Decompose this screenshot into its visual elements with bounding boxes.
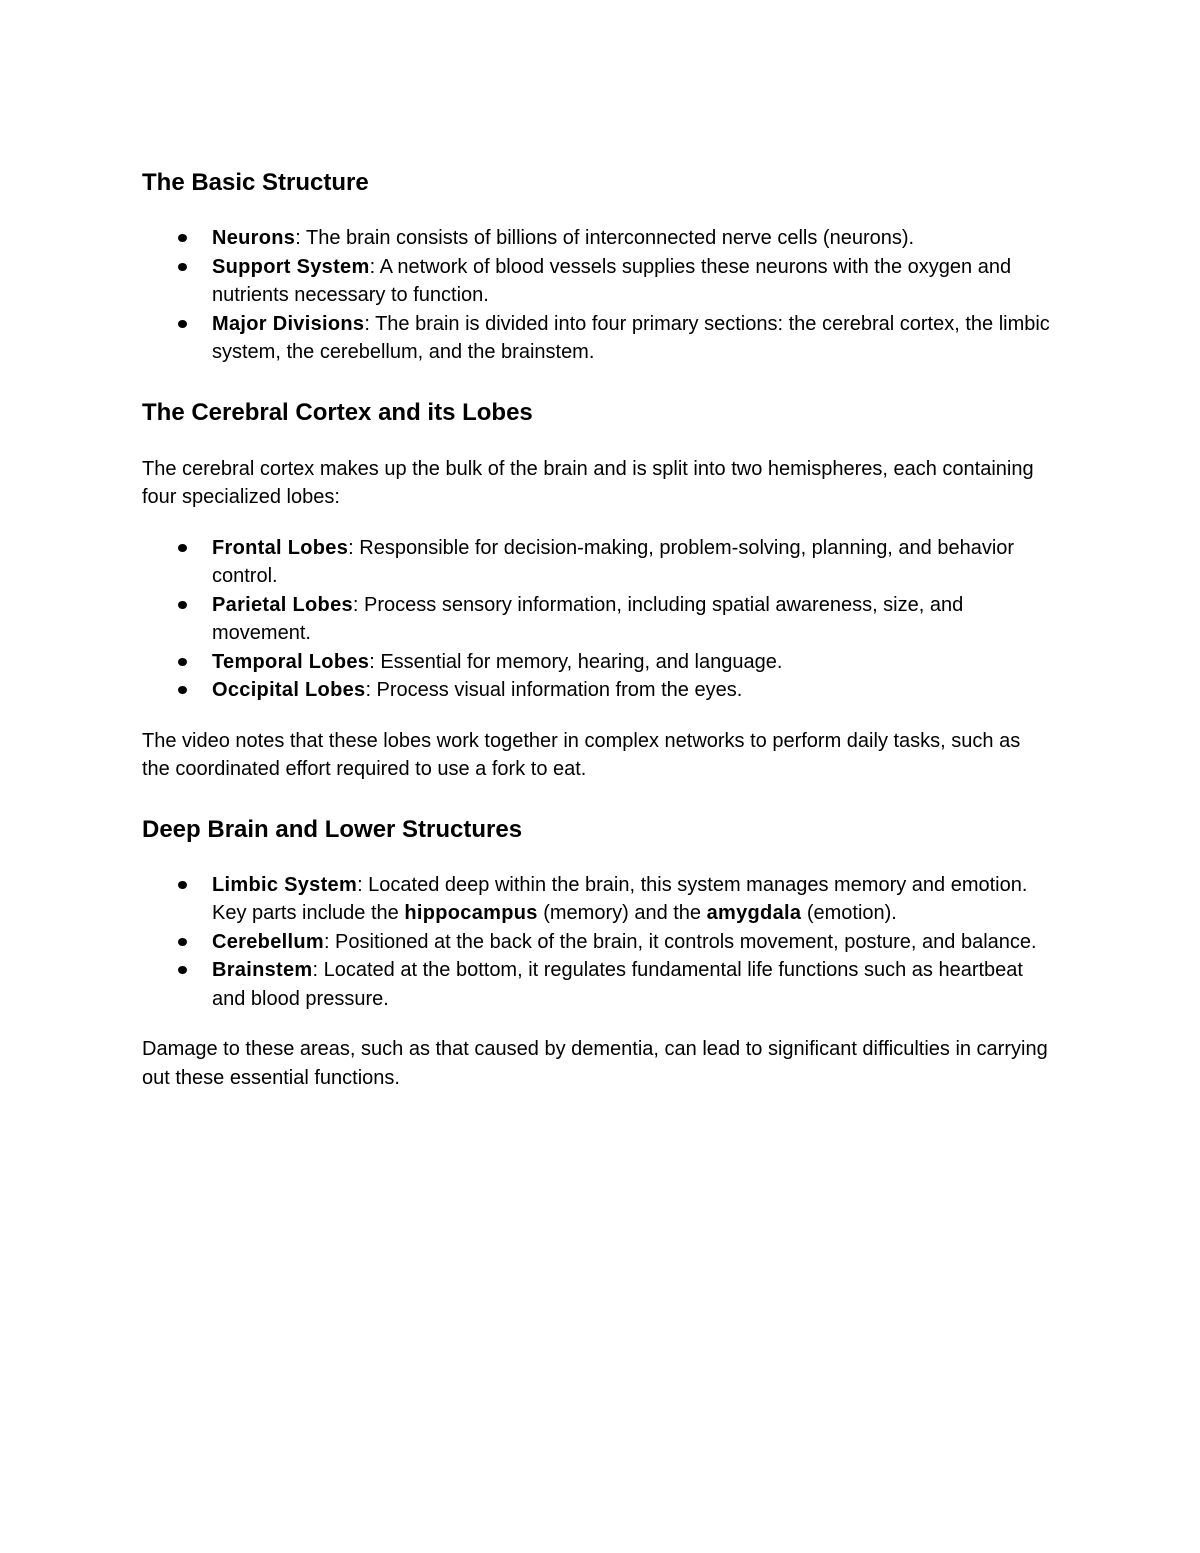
item-text: (emotion).	[801, 902, 897, 924]
term-amygdala: amygdala	[706, 902, 802, 924]
heading-deep-brain: Deep Brain and Lower Structures	[142, 815, 523, 843]
list-item	[212, 871, 1050, 928]
term-major-divisions: Major Divisions	[212, 312, 365, 335]
item-text: : Located at the bottom, it regulates fundamental life functions such as heartbeat and blood pressure.	[212, 959, 1023, 1010]
term-neurons: Neurons	[212, 227, 296, 249]
bullet-icon	[178, 544, 187, 552]
term-limbic-system: Limbic System	[212, 873, 358, 896]
basic-structure-list	[142, 224, 1050, 367]
bullet-icon	[178, 881, 187, 889]
term-parietal-lobes: Parietal Lobes	[212, 593, 353, 616]
cortex-note-paragraph: The video notes that these lobes work together in complex networks to perform daily tasks, such as the coordinated effort required to use a fork to eat.	[142, 729, 1021, 780]
term-brainstem: Brainstem	[212, 959, 313, 981]
item-text: : Essential for memory, hearing, and language.	[369, 650, 783, 673]
list-item	[212, 310, 1050, 367]
deep-structures-list	[142, 871, 1050, 1014]
item-text: : Responsible for decision-making, problem-solving, planning, and behavior control.	[212, 536, 1015, 587]
bullet-icon	[178, 938, 187, 946]
item-text: : The brain is divided into four primary sections: the cerebral cortex, the limbic system, the cerebellum, and the brainstem.	[212, 312, 1050, 363]
item-text: : Process sensory information, including spatial awareness, size, and movement.	[212, 593, 964, 644]
heading-cerebral-cortex: The Cerebral Cortex and its Lobes	[142, 398, 533, 426]
bullet-icon	[178, 263, 187, 271]
item-text: (memory) and the	[537, 902, 707, 924]
bullet-icon	[178, 658, 187, 666]
bullet-icon	[178, 320, 187, 328]
cortex-intro-paragraph: The cerebral cortex makes up the bulk of the brain and is split into two hemispheres, each containing four specialized lobes:	[142, 457, 1034, 508]
item-text: : A network of blood vessels supplies these neurons with the oxygen and nutrients necessary to function.	[212, 255, 1012, 306]
term-frontal-lobes: Frontal Lobes	[212, 536, 349, 559]
bullet-icon	[178, 234, 187, 242]
lobes-list	[142, 534, 1050, 705]
list-item	[212, 253, 1050, 310]
bullet-icon	[178, 686, 187, 694]
term-occipital-lobes: Occipital Lobes	[212, 679, 366, 701]
item-text: : Positioned at the back of the brain, it controls movement, posture, and balance.	[323, 930, 1037, 953]
list-item	[212, 928, 1050, 957]
item-text: : Process visual information from the eyes.	[365, 679, 743, 701]
bullet-icon	[178, 601, 187, 609]
list-item	[212, 534, 1050, 591]
list-item	[212, 648, 1050, 677]
list-item	[212, 676, 1050, 705]
list-item	[212, 956, 1050, 1013]
heading-basic-structure: The Basic Structure	[142, 169, 369, 196]
term-hippocampus: hippocampus	[404, 902, 538, 924]
list-item	[212, 591, 1050, 648]
bullet-icon	[178, 966, 187, 974]
item-text: : The brain consists of billions of interconnected nerve cells (neurons).	[295, 227, 915, 249]
list-item	[212, 224, 1050, 253]
item-text: : Located deep within the brain, this system manages memory and emotion. Key parts include the	[212, 873, 1028, 924]
term-temporal-lobes: Temporal Lobes	[212, 650, 370, 673]
term-cerebellum: Cerebellum	[212, 930, 324, 953]
term-support-system: Support System	[212, 255, 370, 278]
deep-note-paragraph: Damage to these areas, such as that caused by dementia, can lead to significant difficulties in carrying out these essential functions.	[142, 1038, 1048, 1089]
